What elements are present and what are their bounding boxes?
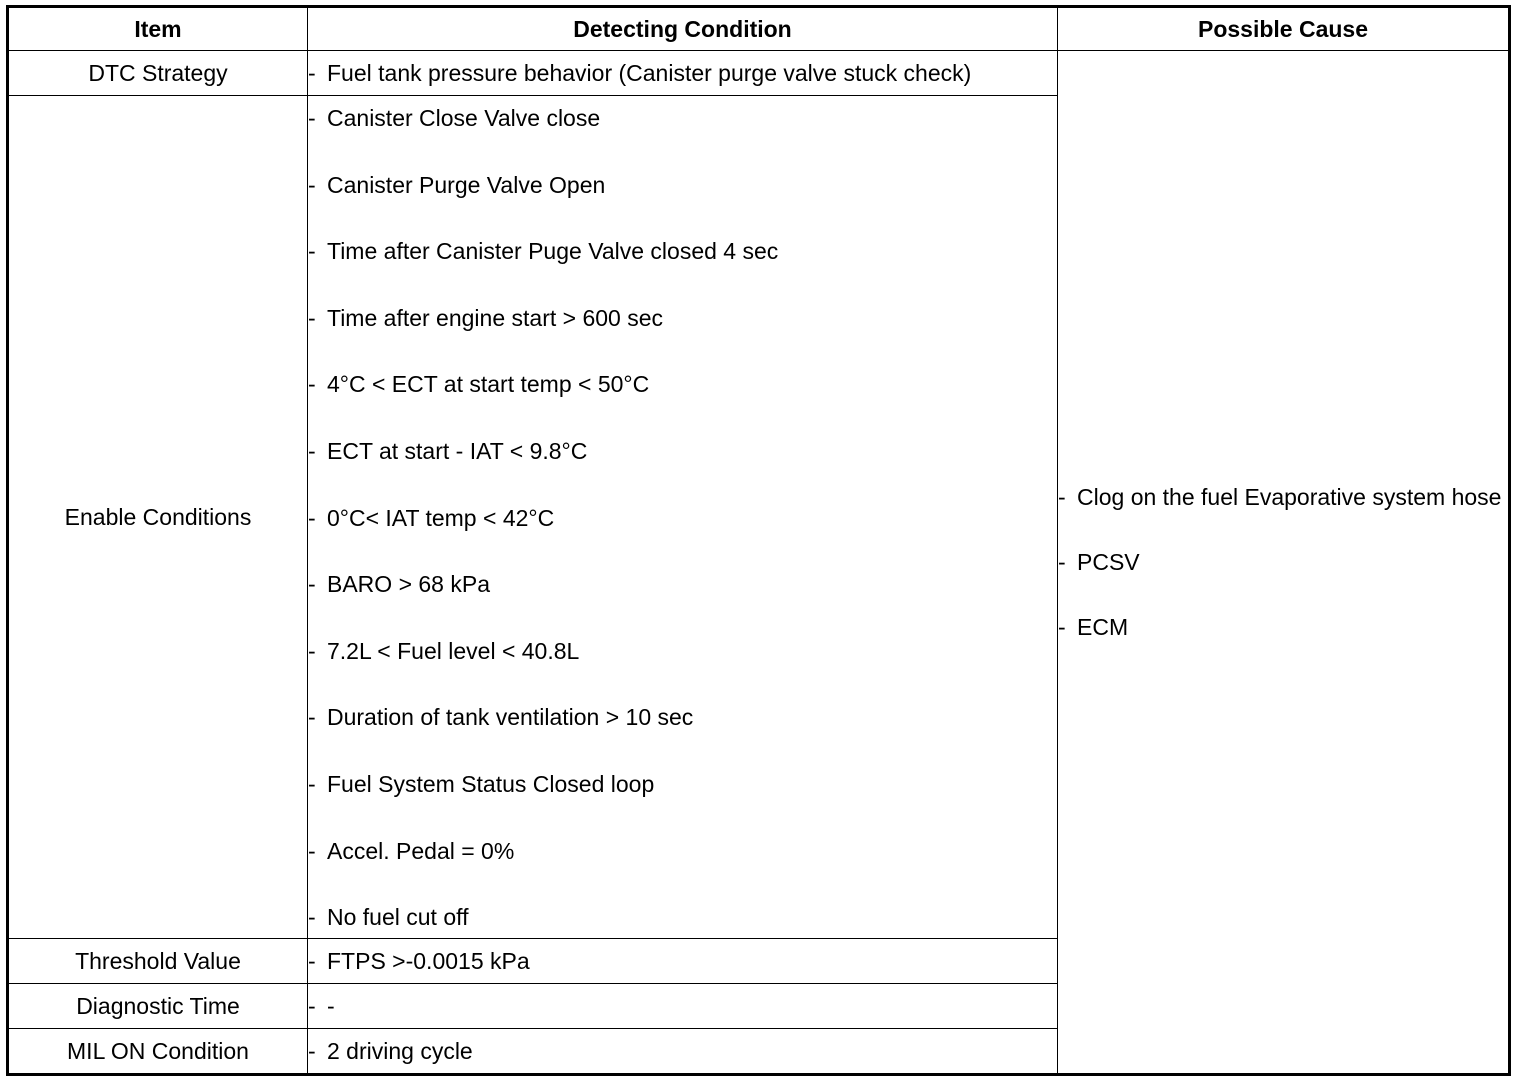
dash: - xyxy=(308,437,316,464)
possible-cause-list xyxy=(1058,482,1508,642)
enable-condition-item-text: Duration of tank ventilation > 10 sec xyxy=(327,704,694,731)
dtc-table-wrapper xyxy=(6,5,1511,1076)
dash: - xyxy=(308,704,316,731)
enable-condition-item-text: No fuel cut off xyxy=(327,904,469,931)
dash: - xyxy=(308,993,316,1020)
enable-condition-item-text: Time after engine start > 600 sec xyxy=(327,304,664,331)
enable-condition-item-text: Canister Close Valve close xyxy=(327,105,601,131)
dash: - xyxy=(1058,614,1066,641)
enable-condition-item-text: 4°C < ECT at start temp < 50°C xyxy=(327,371,650,398)
enable-condition-item-text: Accel. Pedal = 0% xyxy=(327,837,515,864)
dtc-table xyxy=(6,5,1511,1076)
dash: - xyxy=(308,105,316,131)
enable-condition-item-text: 0°C< IAT temp < 42°C xyxy=(327,504,555,531)
item-threshold-value: Threshold Value xyxy=(8,939,308,984)
enable-condition-item-text: BARO > 68 kPa xyxy=(327,571,490,598)
condition-mil-on-condition xyxy=(308,1029,1058,1075)
item-diagnostic-time: Diagnostic Time xyxy=(8,984,308,1029)
enable-condition-item xyxy=(308,103,1057,133)
enable-condition-item xyxy=(308,236,1057,266)
condition-text: Fuel tank pressure behavior (Canister purge valve stuck check) xyxy=(327,60,972,86)
dash: - xyxy=(1058,549,1066,576)
condition-threshold-value xyxy=(308,939,1058,984)
enable-condition-item xyxy=(308,836,1057,866)
header-possible-cause: Possible Cause xyxy=(1058,7,1510,51)
item-enable-conditions: Enable Conditions xyxy=(8,96,308,939)
condition-diagnostic-time xyxy=(308,984,1058,1029)
condition-enable-conditions xyxy=(308,96,1058,939)
enable-conditions-list xyxy=(308,96,1057,932)
possible-cause-item-text: Clog on the fuel Evaporative system hose xyxy=(1077,484,1502,511)
dash: - xyxy=(1058,484,1066,511)
possible-cause-item xyxy=(1058,547,1508,577)
enable-condition-item xyxy=(308,369,1057,399)
condition-text: 2 driving cycle xyxy=(327,1038,473,1065)
header-row xyxy=(8,7,1510,51)
enable-condition-item xyxy=(308,170,1057,200)
dash: - xyxy=(308,948,316,975)
possible-cause-item xyxy=(1058,482,1508,512)
enable-condition-item xyxy=(308,436,1057,466)
possible-cause-item-text: PCSV xyxy=(1077,549,1140,576)
enable-condition-item-text: Fuel System Status Closed loop xyxy=(327,770,655,797)
enable-condition-item-text: Time after Canister Puge Valve closed 4 sec xyxy=(327,238,779,265)
item-dtc-strategy: DTC Strategy xyxy=(8,51,308,96)
enable-condition-item-text: ECT at start - IAT < 9.8°C xyxy=(327,437,588,464)
item-mil-on-condition: MIL ON Condition xyxy=(8,1029,308,1075)
enable-condition-item xyxy=(308,303,1057,333)
dash: - xyxy=(308,637,316,664)
header-item: Item xyxy=(8,7,308,51)
dash: - xyxy=(308,238,316,265)
possible-causes-cell xyxy=(1058,51,1510,1075)
dash: - xyxy=(308,504,316,531)
possible-cause-item xyxy=(1058,612,1508,642)
enable-condition-item-text: 7.2L < Fuel level < 40.8L xyxy=(327,637,580,664)
row-dtc-strategy xyxy=(8,51,1510,96)
possible-cause-item-text: ECM xyxy=(1077,614,1129,641)
condition-text: FTPS >-0.0015 kPa xyxy=(327,948,530,975)
dash: - xyxy=(308,371,316,398)
dash: - xyxy=(308,837,316,864)
enable-condition-item xyxy=(308,769,1057,799)
enable-condition-item xyxy=(308,902,1057,932)
header-detecting-condition: Detecting Condition xyxy=(308,7,1058,51)
dash: - xyxy=(308,904,316,931)
dash: - xyxy=(308,304,316,331)
condition-text: - xyxy=(327,993,335,1020)
dash: - xyxy=(308,1038,316,1065)
dash: - xyxy=(308,60,316,86)
enable-condition-item xyxy=(308,503,1057,533)
dash: - xyxy=(308,571,316,598)
enable-condition-item xyxy=(308,702,1057,732)
enable-condition-item xyxy=(308,569,1057,599)
enable-condition-item-text: Canister Purge Valve Open xyxy=(327,171,606,198)
condition-dtc-strategy xyxy=(308,51,1058,96)
dash: - xyxy=(308,171,316,198)
dash: - xyxy=(308,770,316,797)
enable-condition-item xyxy=(308,636,1057,666)
